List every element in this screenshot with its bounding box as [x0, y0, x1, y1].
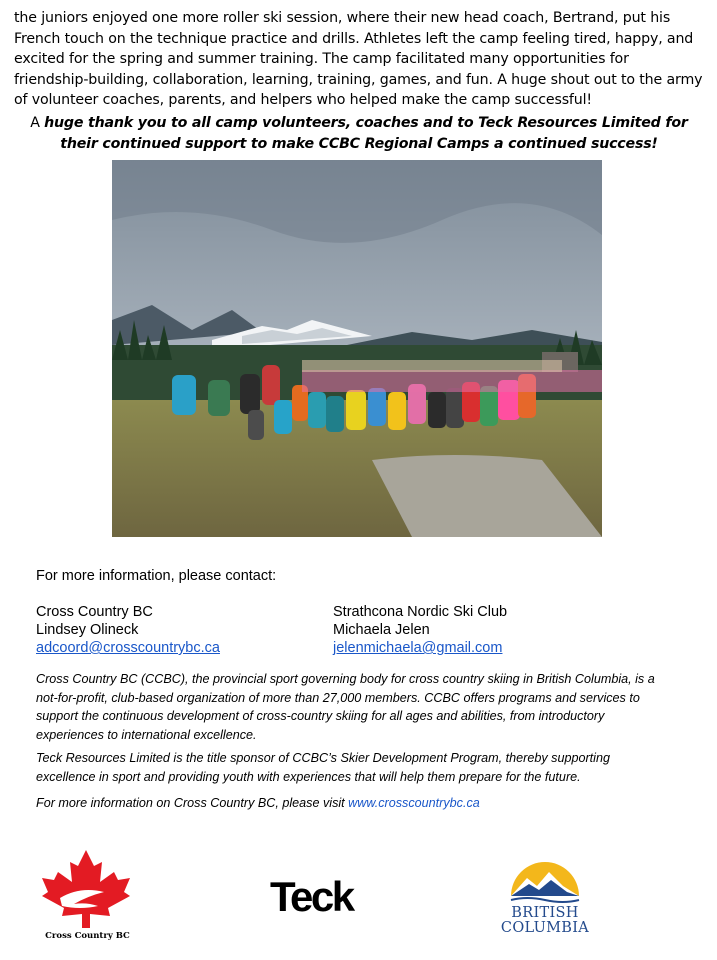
bc-logo-line1: BRITISH [511, 905, 579, 921]
contact-email-link[interactable]: adcoord@crosscountrybc.ca [36, 640, 220, 656]
ccbc-about-paragraph: Cross Country BC (CCBC), the provincial sport governing body for cross country skiing in British Columbia, is a not-for-profit, club-based organization of more than 27,000 members. CCBC offers programs and services to support the continuous development of cross-country skiing for all ages and abilities, from introductory experiences to international excellence. [36, 672, 655, 742]
website-link[interactable]: www.crosscountrybc.ca [348, 796, 480, 810]
contact-ccbc [36, 603, 220, 657]
british-columbia-logo [497, 856, 593, 942]
contact-name: Lindsey Olineck [36, 622, 139, 638]
maple-leaf-icon [40, 848, 132, 930]
contact-name: Michaela Jelen [333, 622, 430, 638]
thanks-bold: huge thank you to all camp volunteers, coaches and to Teck Resources Limited for their continued support to make CCBC Regional Camps a continued success! [44, 115, 688, 152]
contact-org: Cross Country BC [36, 604, 153, 620]
bc-sun-mountains-icon [497, 856, 593, 904]
teck-sponsor-paragraph: Teck Resources Limited is the title sponsor of CCBC’s Skier Development Program, thereby supporting excellence in sport and providing youth with experiences that will help them prepare for the future. [36, 751, 610, 784]
contact-email-link[interactable]: jelenmichaela@gmail.com [333, 640, 503, 656]
more-info-paragraph [36, 794, 656, 813]
teck-logo: Teck [270, 873, 353, 920]
thanks-prefix: A [30, 115, 45, 131]
more-info-text: For more information on Cross Country BC, please visit [36, 796, 349, 810]
contact-heading: For more information, please contact: [36, 568, 277, 584]
bc-logo-line2: COLUMBIA [500, 920, 590, 936]
thank-you-note [14, 113, 704, 155]
contact-org: Strathcona Nordic Ski Club [333, 604, 508, 620]
cross-country-bc-logo [40, 848, 132, 944]
contact-strathcona [333, 603, 507, 657]
group-photo [112, 160, 602, 537]
intro-paragraph: the juniors enjoyed one more roller ski session, where their new head coach, Bertrand, put his French touch on the technique practice and drills. Athletes left the camp feeling tired, happy, and excited for the spring and summer training. The camp facilitated many opportunities for friendship-building, collaboration, learning, training, games, and fun. A huge shout out to the army of volunteer coaches, parents, and helpers who helped make the camp successful! [14, 10, 703, 108]
ccbc-logo-caption: Cross Country BC [45, 931, 130, 941]
